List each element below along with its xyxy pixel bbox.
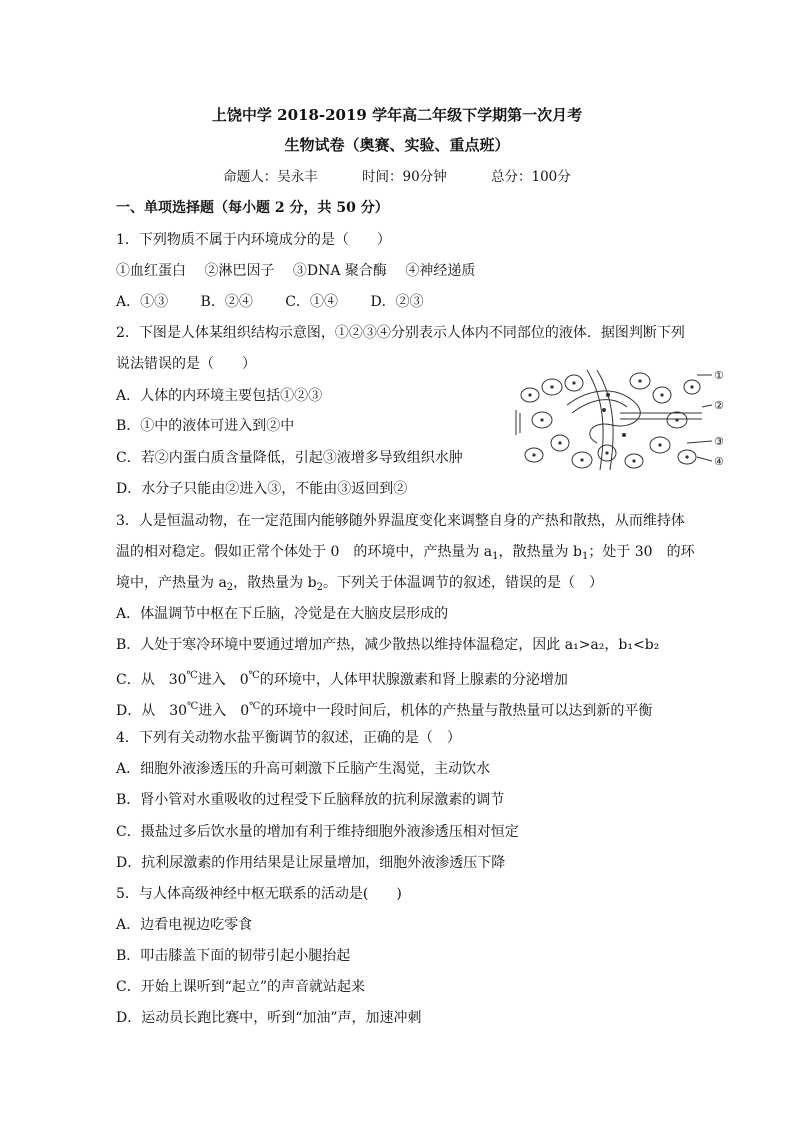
q4-option-b: B．肾小管对水重吸收的过程受下丘脑释放的抗利尿激素的调节 <box>116 792 505 808</box>
fig-label-2: ② <box>714 399 724 412</box>
q2-option-d: D．水分子只能由②进入③，不能由③返回到② <box>116 481 408 497</box>
q3-option-a: A．体温调节中枢在下丘脑，冷觉是在大脑皮层形成的 <box>116 606 449 622</box>
exam-subtitle: 生物试卷（奥赛、实验、重点班） <box>284 136 510 154</box>
total-score: 总分：100分 <box>491 169 571 185</box>
degree-symbol: ℃ <box>248 670 260 681</box>
degree-symbol: ℃ <box>249 701 261 712</box>
degree-symbol: ℃ <box>187 701 199 712</box>
q3-line3-part3: 。下列关于体温调节的叙述，错误的是（ ） <box>322 575 603 591</box>
q4-option-d: D．抗利尿激素的作用结果是让尿量增加，细胞外液渗透压下降 <box>116 855 506 871</box>
tissue-structure-figure <box>512 365 730 475</box>
q3-option-c: C．从 30℃进入 0℃的环境中，人体甲状腺激素和肾上腺素的分泌增加 <box>116 670 568 688</box>
q4-option-c: C．摄盐过多后饮水量的增加有利于维持细胞外液渗透压相对恒定 <box>116 824 519 840</box>
q3-line2-part2: ，散热量为 b <box>498 544 582 560</box>
q3-line3-part1: 境中，产热量为 a <box>116 575 227 591</box>
q3-line2-part1: 温的相对稳定。假如正常个体处于 0 的环境中，产热量为 a <box>116 544 493 560</box>
q1-items: ①血红蛋白 ②淋巴因子 ③DNA 聚合酶 ④神经递质 <box>116 263 476 279</box>
q2-stem-line2: 说法错误的是（ ） <box>116 356 256 372</box>
q2-option-a: A．人体的内环境主要包括①②③ <box>116 388 323 404</box>
q3-sub-1b: 1 <box>581 551 589 562</box>
exam-title: 上饶中学 2018-2019 学年高二年级下学期第一次月考 <box>211 106 583 124</box>
q5-stem: 5．与人体高级神经中枢无联系的活动是( ) <box>116 886 402 902</box>
q3-option-b: B．人处于寒冷环境中要通过增加产热，减少散热以维持体温稳定，因此 a₁>a₂，b₁<b₂ <box>116 637 660 653</box>
q4-stem: 4．下列有关动物水盐平衡调节的叙述，正确的是（ ） <box>116 730 461 746</box>
q4-option-a: A．细胞外液渗透压的升高可刺激下丘脑产生渴觉，主动饮水 <box>116 761 491 777</box>
q3-stem-line2 <box>116 542 695 567</box>
q2-stem-line1: 2．下图是人体某组织结构示意图，①②③④分别表示人体内不同部位的液体．据图判断下列 <box>116 325 685 341</box>
q3-stem-line3 <box>116 573 603 598</box>
fig-label-3: ③ <box>714 435 724 448</box>
fig-label-1: ① <box>714 369 724 382</box>
author: 命题人：吴永丰 <box>223 169 318 185</box>
q5-option-a: A．边看电视边吃零食 <box>116 917 253 933</box>
q3-sub-2b: 2 <box>316 582 323 593</box>
q3-line2-part3: ；处于 30 的环 <box>588 544 695 560</box>
q2-option-b: B．①中的液体可进入到②中 <box>116 418 295 434</box>
fig-label-4: ④ <box>714 455 724 468</box>
q3-sub-1: 1 <box>492 551 499 562</box>
q3-option-d: D．从 30℃进入 0℃的环境中一段时间后，机体的产热量与散热量可以达到新的平衡 <box>116 701 653 719</box>
q5-option-d: D．运动员长跑比赛中，听到“加油”声，加速冲刺 <box>116 1010 422 1026</box>
q1-stem: 1．下列物质不属于内环境成分的是（ ） <box>116 232 391 248</box>
q3-line3-part2: ，散热量为 b <box>233 575 317 591</box>
q5-option-b: B．叩击膝盖下面的韧带引起小腿抬起 <box>116 948 351 964</box>
q5-option-c: C．开始上课听到“起立”的声音就站起来 <box>116 979 366 995</box>
duration: 时间：90分钟 <box>362 169 447 185</box>
q3-sub-2: 2 <box>226 582 234 593</box>
q1-options: A．①③ B．②④ C．①④ D．②③ <box>116 294 424 310</box>
degree-symbol: ℃ <box>186 670 198 681</box>
exam-meta <box>0 165 794 185</box>
section-title: 一、单项选择题（每小题 2 分，共 50 分） <box>116 200 389 216</box>
q2-option-c: C．若②内蛋白质含量降低，引起③液增多导致组织水肿 <box>116 450 463 466</box>
q3-stem-line1: 3．人是恒温动物，在一定范围内能够随外界温度变化来调整自身的产热和散热，从而维持体 <box>116 513 685 529</box>
